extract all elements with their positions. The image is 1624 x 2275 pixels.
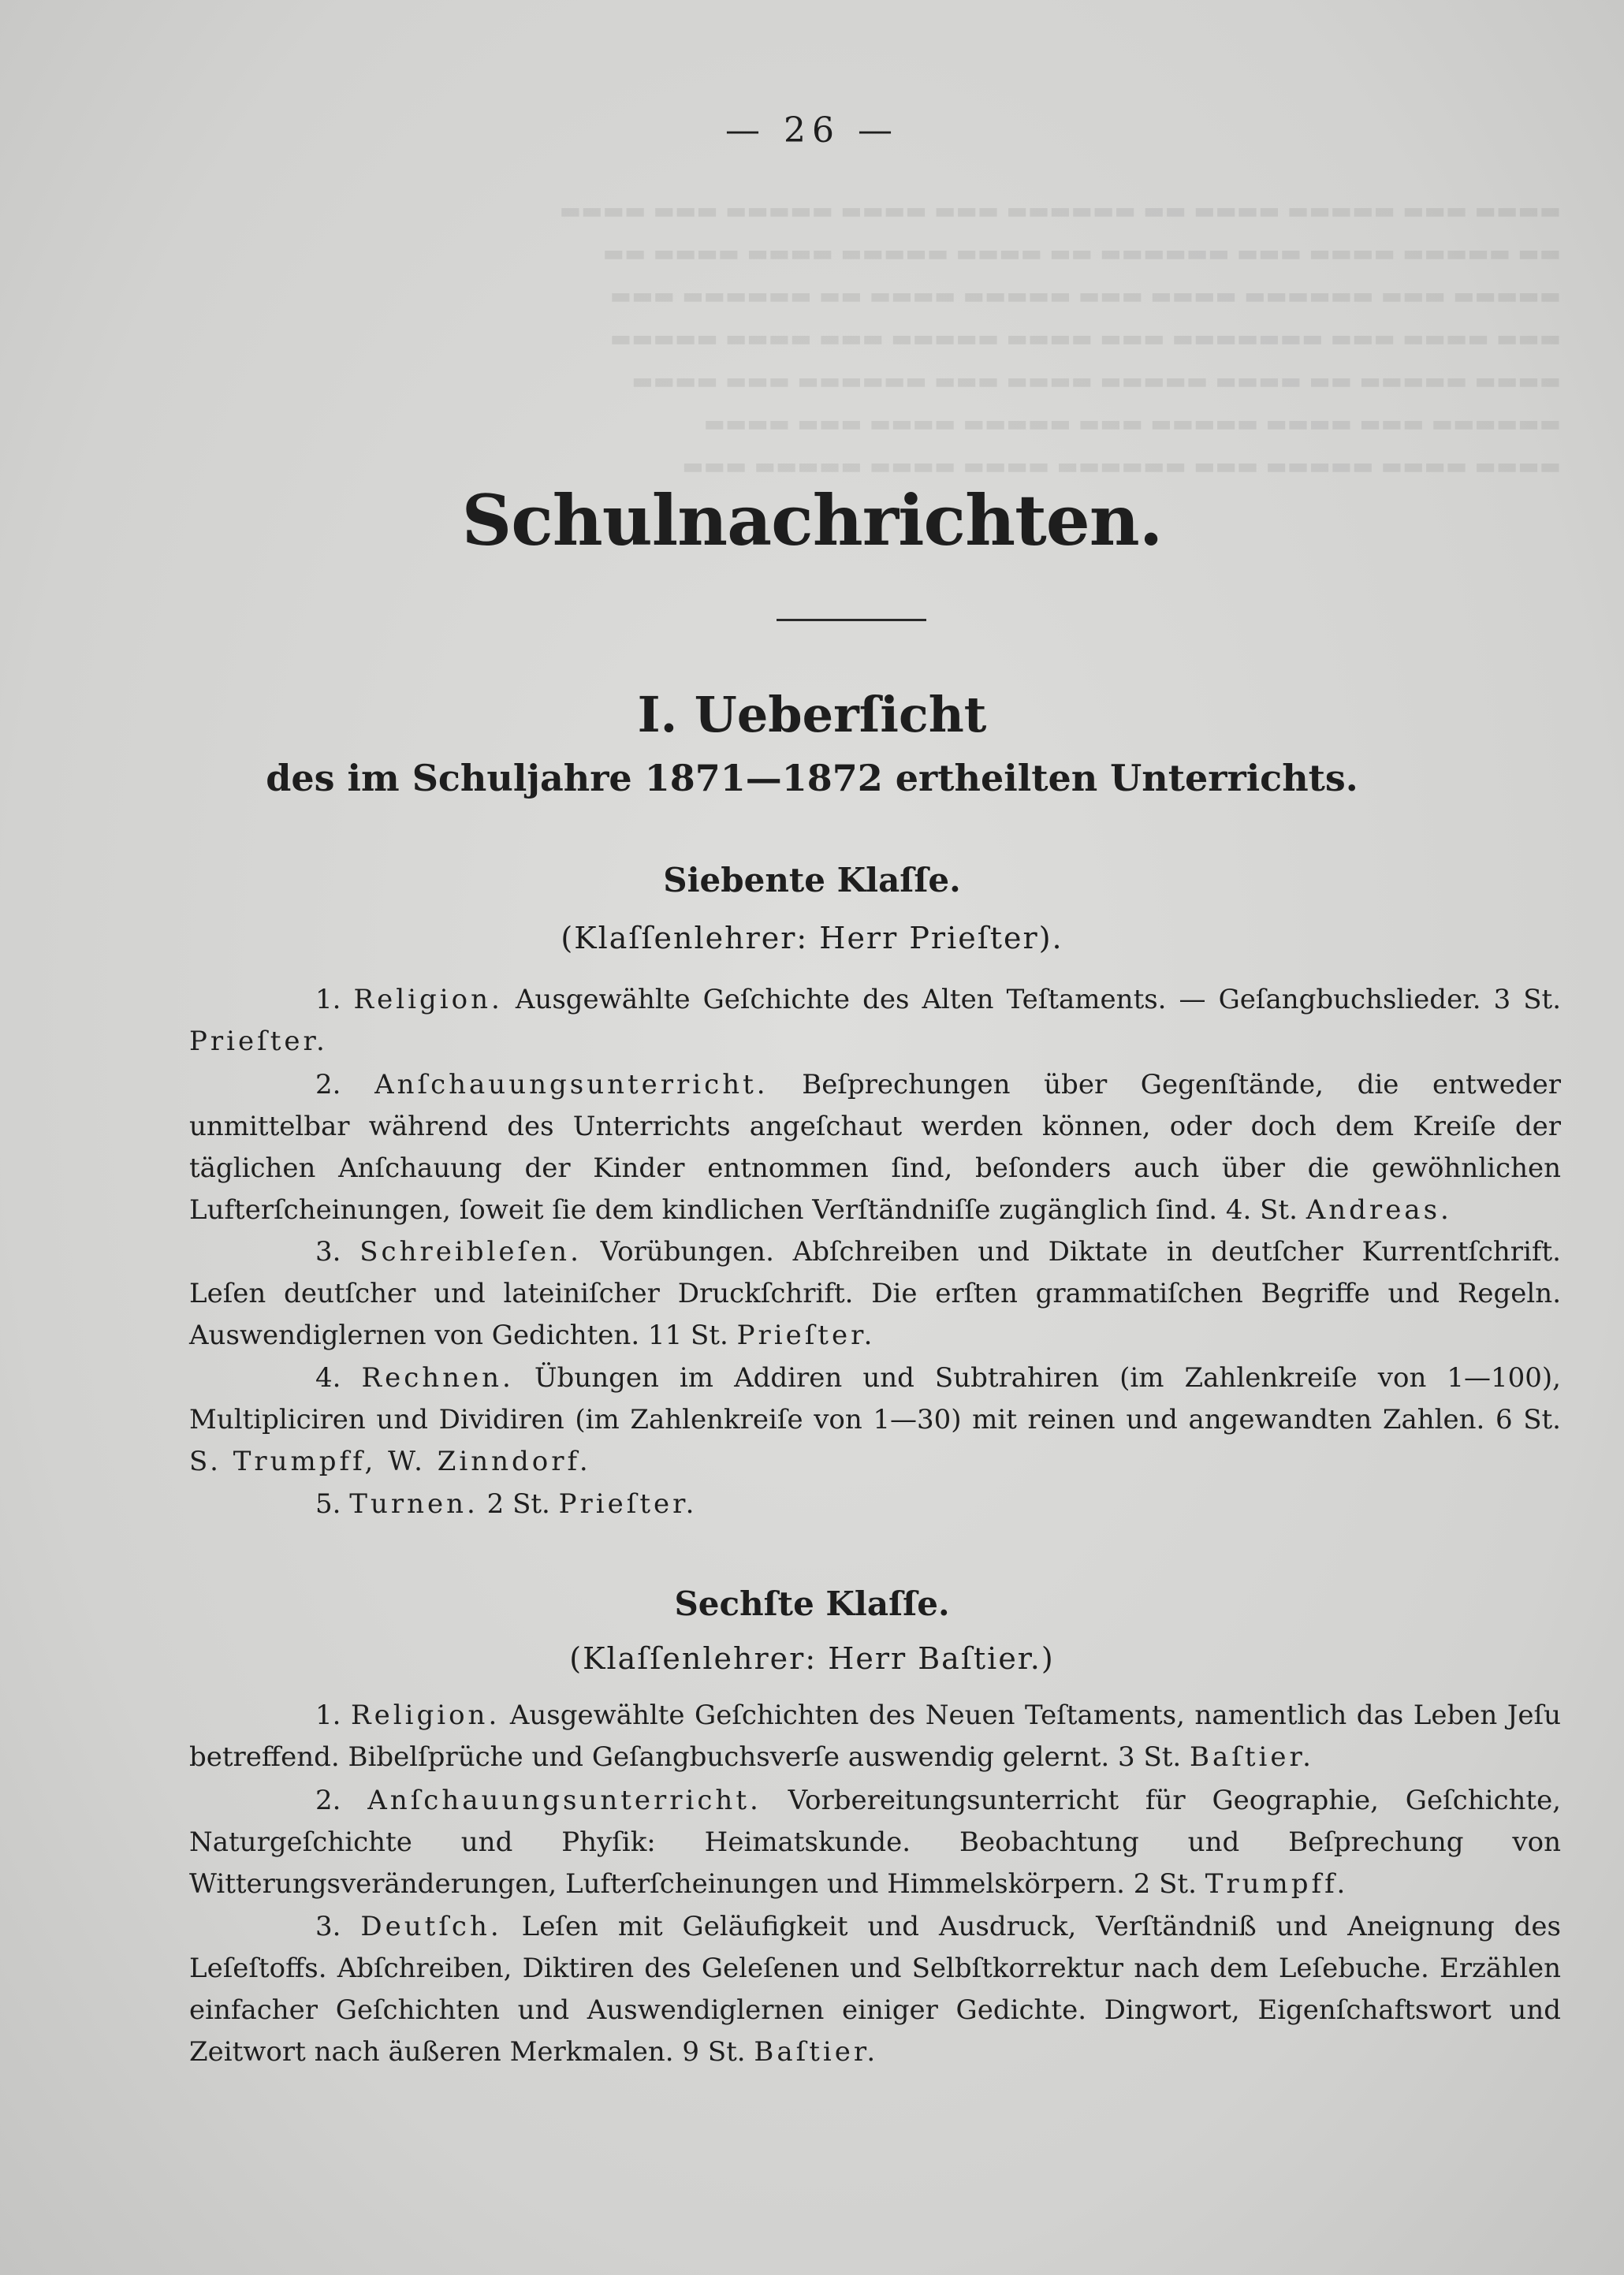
list-item — [189, 979, 1561, 1063]
bleed-through-texture: ▬▬▬▬ ▬▬▬ ▬▬▬▬▬ ▬▬▬▬ ▬▬ ▬▬▬▬▬▬ ▬▬▬ ▬▬▬▬ ▬▬▬▬▬ ▬▬▬ ▬▬▬▬ ▬▬ ▬▬▬▬▬ ▬▬▬▬ ▬▬▬ ▬▬▬▬▬▬ ▬▬ ▬▬▬▬ ▬▬▬▬▬ ▬▬▬▬ ▬▬▬▬ ▬▬ ▬▬▬▬▬ ▬▬▬ ▬▬▬▬▬▬ ▬▬▬▬ ▬▬▬ ▬▬▬▬▬ ▬▬▬▬ ▬▬ ▬▬▬▬▬▬ ▬▬▬ ▬▬▬ ▬▬▬▬ ▬▬▬ ▬▬▬▬▬▬▬ ▬▬▬ ▬▬▬▬ ▬▬▬▬▬ ▬▬▬ ▬▬▬▬ ▬▬▬▬▬ ▬▬▬▬ ▬▬▬▬▬ ▬▬ ▬▬▬▬ ▬▬▬▬▬ ▬▬▬▬ ▬▬▬ ▬▬▬▬▬▬ ▬▬▬ ▬▬▬▬ ▬▬▬▬▬▬ ▬▬▬ ▬▬▬▬ ▬▬▬▬▬ ▬▬▬ ▬▬▬▬▬ ▬▬▬▬ ▬▬▬ ▬▬▬▬ ▬▬▬▬ ▬▬▬▬ ▬▬▬▬▬ ▬▬▬ ▬▬▬▬▬▬ ▬▬▬▬ ▬▬▬▬ ▬▬▬▬▬ ▬▬▬ — [559, 197, 1561, 479]
item-teacher: Prieſter. — [558, 1488, 698, 1520]
item-teacher: Baſtier. — [1190, 1741, 1314, 1773]
class-teacher-siebente: (Klaſſenlehrer: Herr Prieſter). — [561, 921, 1063, 955]
list-item — [189, 1695, 1561, 1778]
item-number: 3. — [315, 1911, 341, 1942]
subject-name: Anſchauungsunterricht. — [374, 1069, 769, 1100]
class-teacher-sechste: (Klaſſenlehrer: Herr Baſtier.) — [569, 1641, 1055, 1676]
class-title-siebente: Siebente Klaſſe. — [663, 861, 961, 899]
subject-name: Turnen. — [349, 1488, 479, 1520]
subject-name: Schreibleſen. — [359, 1236, 582, 1268]
item-teacher: S. Trumpff, W. Zinndorf. — [189, 1446, 591, 1477]
item-text: Vorübungen. Abſchreiben und Diktate in deutſcher Kurrentſchrift. Leſen deutſcher und lateiniſcher Druckſchrift. Die erſten grammatiſchen Begriffe und Regeln. Auswendiglernen von Gedichten. 11 St. — [189, 1236, 1561, 1351]
section-title: I. Ueberſicht — [637, 686, 987, 743]
item-teacher: Prieſter. — [736, 1320, 876, 1351]
item-number: 1. — [315, 1700, 341, 1731]
subject-name: Anſchauungsunterricht. — [367, 1785, 762, 1816]
subject-name: Rechnen. — [361, 1362, 514, 1394]
list-item — [189, 1906, 1561, 2073]
item-number: 2. — [315, 1069, 341, 1100]
list-item — [189, 1484, 1561, 1525]
list-item — [189, 1064, 1561, 1231]
item-number: 5. — [315, 1488, 341, 1520]
list-item — [189, 1231, 1561, 1357]
item-number: 4. — [315, 1362, 341, 1394]
item-text: Beſprechungen über Gegenſtände, die entweder unmittelbar während des Unterrichts angeſchaut werden können, oder doch dem Kreiſe der täglichen Anſchauung der Kinder entnommen ſind, beſonders auch über die gewöhnlichen Lufterſcheinungen, ſoweit ſie dem kindlichen Verſtändniſſe zugänglich ſind. 4. St. — [189, 1069, 1561, 1226]
item-teacher: Andreas. — [1306, 1194, 1452, 1226]
item-text: Ausgewählte Geſchichten des Neuen Teſtaments, namentlich das Leben Jeſu betreffend. Bibelſprüche und Geſangbuchsverſe auswendig gelernt. 3 St. — [189, 1700, 1561, 1773]
item-teacher: Baſtier. — [754, 2036, 879, 2068]
item-text: 2 St. — [486, 1488, 550, 1520]
title-divider — [777, 619, 926, 621]
item-teacher: Prieſter. — [189, 1026, 328, 1057]
subject-name: Deutſch. — [360, 1911, 502, 1942]
item-text: Leſen mit Geläufigkeit und Ausdruck, Verſtändniß und Aneignung des Leſeſtoffs. Abſchreiben, Diktiren des Geleſenen und Selbſtkorrektur nach dem Leſebuche. Erzählen einfacher Geſchichten und Auswendiglernen einiger Gedichte. Dingwort, Eigenſchaftswort und Zeitwort nach äußeren Merkmalen. 9 St. — [189, 1911, 1561, 2068]
item-number: 1. — [315, 984, 341, 1015]
list-item — [189, 1357, 1561, 1483]
list-item — [189, 1780, 1561, 1905]
page-number: — 26 — — [725, 110, 899, 151]
item-text: Übungen im Addiren und Subtrahiren (im Zahlenkreiſe von 1—100), Multipliciren und Dividiren (im Zahlenkreiſe von 1—30) mit reinen und angewandten Zahlen. 6 St. — [189, 1362, 1561, 1435]
subject-name: Religion. — [353, 984, 503, 1015]
section-subtitle: des im Schuljahre 1871—1872 ertheilten Unterrichts. — [266, 757, 1358, 799]
class-title-sechste: Sechſte Klaſſe. — [674, 1584, 950, 1623]
subject-name: Religion. — [350, 1700, 501, 1731]
item-number: 2. — [315, 1785, 341, 1816]
item-number: 3. — [315, 1236, 341, 1268]
item-text: Vorbereitungsunterricht für Geographie, Geſchichte, Naturgeſchichte und Phyſik: Heimatskunde. Beobachtung und Beſprechung von Witterungsveränderungen, Lufterſcheinungen und Himmelskörpern. 2 St. — [189, 1785, 1561, 1900]
item-teacher: Trumpff. — [1205, 1868, 1349, 1900]
main-title: Schulnachrichten. — [461, 479, 1163, 561]
item-text: Ausgewählte Geſchichte des Alten Teſtaments. — Geſangbuchslieder. 3 St. — [515, 984, 1562, 1015]
